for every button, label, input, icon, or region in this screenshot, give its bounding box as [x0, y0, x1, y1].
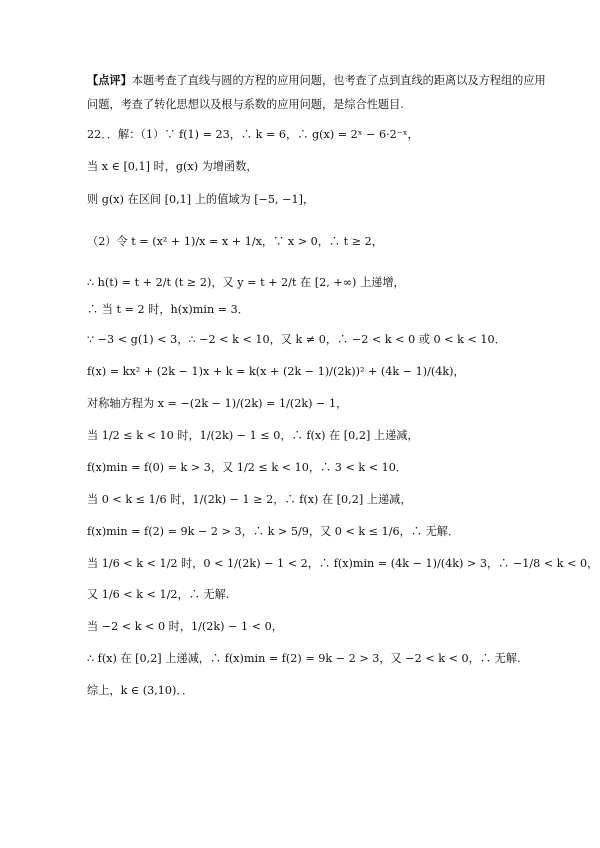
comment-text: 本题考查了直线与圆的方程的应用问题，也考查了点到直线的距离以及方程组的应用问题，考查了转化思想以及根与系数的应用问题，是综合性题目.: [87, 74, 546, 111]
solution-line-18: 综上，k ∈ (3,10)．．: [87, 684, 194, 697]
solution-line-17: ∴ f(x) 在 [0,2] 上递减，∴ f(x)min = f(2) = 9k − 2 > 3，又 −2 < k < 0，∴ 无解.: [87, 652, 521, 665]
solution-line-12: 当 0 < k ≤ 1/6 时，1/(2k) − 1 ≥ 2，∴ f(x) 在 [0,2] 上递减，: [87, 493, 412, 506]
solution-line-3: 则 g(x) 在区间 [0,1] 上的值域为 [−5, −1]，: [87, 193, 315, 206]
solution-line-2: 当 x ∈ [0,1] 时，g(x) 为增函数，: [87, 160, 258, 173]
solution-line-4: （2）令 t = (x² + 1)/x = x + 1/x，∵ x > 0，∴ t ≥ 2，: [87, 235, 383, 248]
solution-line-5: ∴ h(t) = t + 2/t (t ≥ 2)，又 y = t + 2/t 在 [2, +∞) 上递增，: [87, 276, 405, 289]
solution-line-15: 又 1/6 < k < 1/2，∴ 无解.: [87, 588, 230, 601]
solution-line-11: f(x)min = f(0) = k > 3，又 1/2 ≤ k < 10，∴ 3 < k < 10．: [87, 461, 408, 474]
solution-line-1: 22．．解：（1）∵ f(1) = 23，∴ k = 6，∴ g(x) = 2ˣ − 6·2⁻ˣ，: [87, 128, 419, 141]
comment-paragraph: [87, 68, 547, 117]
solution-line-13: f(x)min = f(2) = 9k − 2 > 3，∴ k > 5/9，又 0 < k ≤ 1/6，∴ 无解．: [87, 525, 460, 538]
comment-tag: 【点评】: [87, 73, 132, 87]
solution-line-8: f(x) = kx² + (2k − 1)x + k = k(x + (2k − 1)/(2k))² + (4k − 1)/(4k)，: [87, 365, 465, 378]
solution-line-14: 当 1/6 < k < 1/2 时，0 < 1/(2k) − 1 < 2，∴ f(x)min = (4k − 1)/(4k) > 3，∴ −1/8 < k < 0，: [87, 557, 599, 570]
solution-line-9: 对称轴方程为 x = −(2k − 1)/(2k) = 1/(2k) − 1，: [87, 397, 348, 410]
solution-line-6: ∴ 当 t = 2 时，h(x)min = 3．: [87, 303, 249, 316]
solution-line-16: 当 −2 < k < 0 时，1/(2k) − 1 < 0，: [87, 620, 283, 633]
solution-line-10: 当 1/2 ≤ k < 10 时，1/(2k) − 1 ≤ 0，∴ f(x) 在 [0,2] 上递减，: [87, 429, 419, 442]
solution-line-7: ∵ −3 < g(1) < 3，∴ −2 < k < 10，又 k ≠ 0，∴ −2 < k < 0 或 0 < k < 10．: [87, 333, 506, 346]
